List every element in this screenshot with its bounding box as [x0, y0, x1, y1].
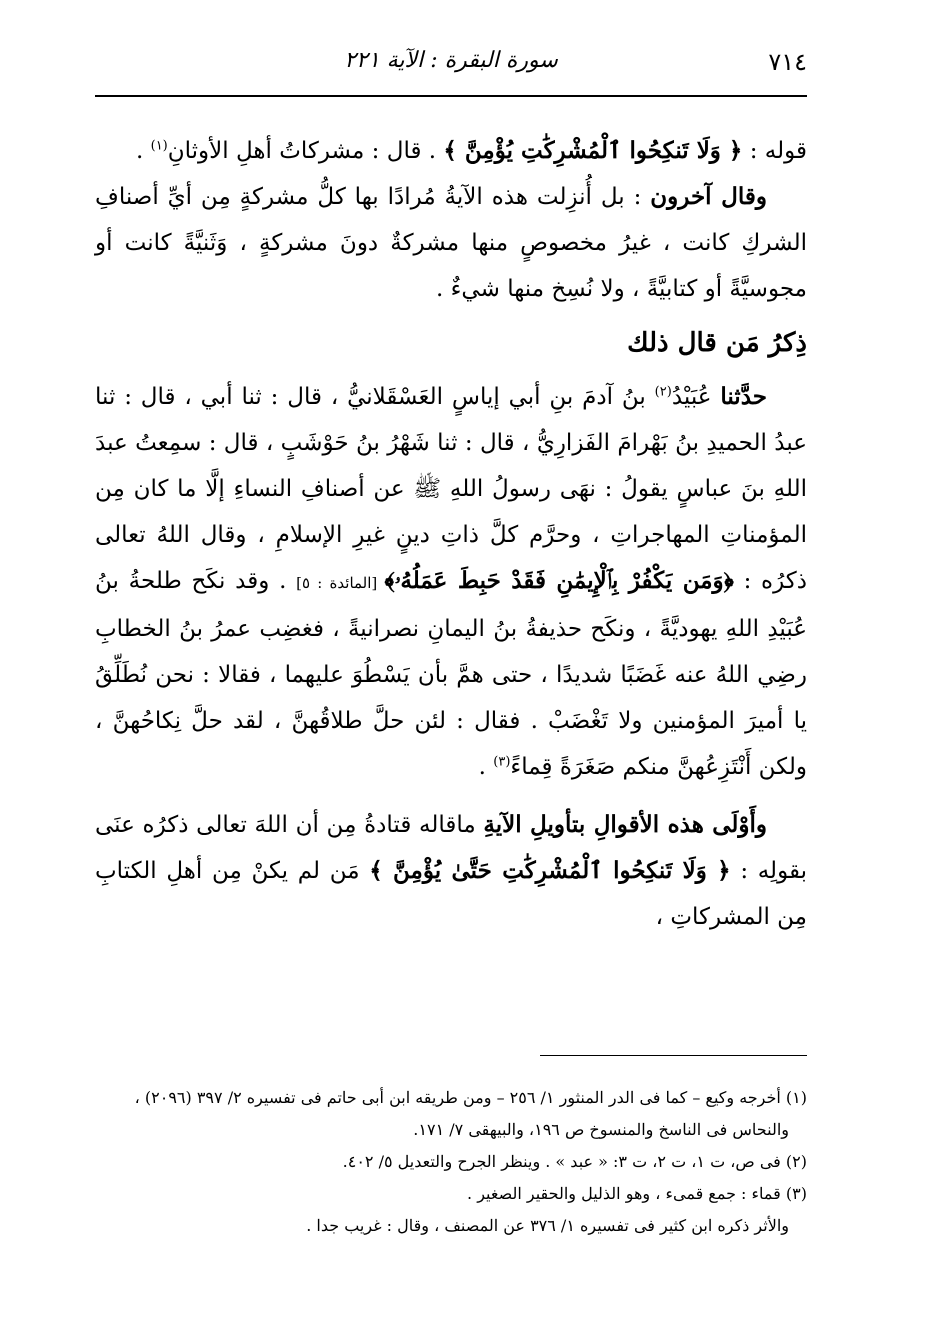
paragraph-gap: [95, 790, 807, 802]
footnote-3: (٣) قماء : جمع قمىء ، وهو الذليل والحقير الصغير .: [467, 1184, 807, 1203]
page-header: [95, 44, 807, 96]
footnote-1-continued: والنحاس فى الناسخ والمنسوخ ص ١٩٦، والبيهقى ٧/ ١٧١.: [413, 1120, 789, 1139]
paragraph-2: [95, 174, 807, 312]
p4-text-2: مَن لم يكنْ مِن أهلِ الكتابِ مِن المشركاتِ ،: [95, 858, 807, 930]
footnote-1: (١) أخرجه وكيع – كما فى الدر المنثور ١/ ٢٥٦ – ومن طريقه ابن أبى حاتم فى تفسيره ٢/ ٣٩٧ (٢٠٩٦) ،: [134, 1088, 807, 1107]
p1-pre: قوله :: [742, 138, 807, 164]
footnote-ref-2: (٢): [654, 384, 672, 400]
p3-text-1: بنُ آدمَ بنِ أبي إياسٍ العَسْقَلانيُّ ، قال : ثنا أبي ، قال : ثنا عبدُ الحميدِ بنُ بَهْرامَ الفَزارِيُّ ، قال : ثنا شَهْرُ بنُ حَوْشَبٍ ، قال : سمِعتُ عبدَ اللهِ بنَ عباسٍ يقولُ : نهَى رسولُ اللهِ ﷺ عن أصنافِ النساءِ إلَّا ما كان مِن المؤمناتِ المهاجراتِ ، وحرَّم كلَّ ذاتِ دينٍ غيرِ الإسلامِ ، وقال اللهُ تعالى ذكرُه :: [95, 384, 807, 594]
header-rule: [95, 95, 807, 97]
surah-reference: [المائدة : ٥]: [296, 574, 385, 592]
main-text: [95, 128, 807, 940]
page-number: ٧١٤: [768, 48, 807, 76]
p2-lead: وقال آخرون: [650, 183, 767, 210]
p3-lead: حدَّثنا: [720, 383, 767, 410]
paragraph-3: [95, 374, 807, 790]
footnote-2: (٢) فى ص، ت ١، ت ٢، ت ٣: « عبد » . وينظر الجرح والتعديل ٥/ ٤٠٢.: [342, 1152, 807, 1171]
p1-mid: . قال : مشركاتُ أهلِ الأوثانِ: [167, 138, 444, 164]
p2-text: : بل أُنزِلت هذه الآيةُ مُرادًا بها كلُّ مشركةٍ مِن أيِّ أصنافِ الشركِ كانت ، غيرُ مخصوصٍ منها مشركةٌ دونَ مشركةٍ ، وَثَنيَّةً كانت أو مجوسيَّةً أو كتابيَّةً ، ولا نُسِخ منها شيءٌ .: [95, 184, 807, 302]
section-heading: ذِكرُ مَن قال ذلك: [627, 328, 807, 358]
quran-verse: ﴿وَمَن يَكْفُرْ بِٱلْإِيمَٰنِ فَقَدْ حَبِطَ عَمَلُهُۥ﴾: [384, 567, 734, 594]
p1-post: .: [135, 138, 151, 164]
p4-lead: وأَوْلَى هذه الأقوالِ بتأويلِ الآيةِ: [483, 811, 767, 838]
footnote-rule: [540, 1055, 807, 1056]
p3-text-2: . وقد نكَح طلحةُ بنُ عُبَيْدِ اللهِ يهوديَّةً ، ونكَح حذيفةُ بنُ اليمانِ نصرانيةً ، فغضِب عمرُ بنُ الخطابِ رضِي اللهُ عنه غَضَبًا شديدًا ، حتى همَّ بأن يَسْطُوَ عليهما ، فقالا : نحن نُطَلِّقُ يا أميرَ المؤمنين ولا تَغْضَبْ . فقال : لئن حلَّ طلاقُهنَّ ، لقد حلَّ نِكاحُهنَّ ، ولكن أَنْتَزِعُهنَّ منكم صَغَرَةً قِماءً: [95, 568, 807, 780]
footnote-ref-1: (١): [150, 138, 168, 154]
paragraph-1: [95, 128, 807, 174]
footnotes: [95, 1082, 807, 1242]
p3-text-3: .: [478, 754, 494, 780]
footnote-3-continued: والأثر ذكره ابن كثير فى تفسيره ١/ ٣٧٦ عن المصنف ، وقال : غريب جدا .: [306, 1216, 789, 1235]
paragraph-4: [95, 802, 807, 940]
quran-verse: ﴿ وَلَا تَنكِحُوا ٱلْمُشْرِكَٰتِ حَتَّىٰ يُؤْمِنَّ ﴾: [369, 857, 731, 884]
running-title: سورة البقرة : الآية ٢٢١: [344, 48, 558, 73]
footnote-ref-3: (٣): [493, 754, 511, 770]
quran-verse: ﴿ وَلَا تَنكِحُوا ٱلْمُشْرِكَٰتِ يُؤْمِنَّ ﴾: [443, 137, 743, 164]
p3-name: عُبَيْدُ: [671, 384, 721, 410]
p4-text-1: ماقاله قتادةُ مِن أن اللهَ تعالى ذكرُه عنَى بقولِه :: [95, 812, 807, 884]
